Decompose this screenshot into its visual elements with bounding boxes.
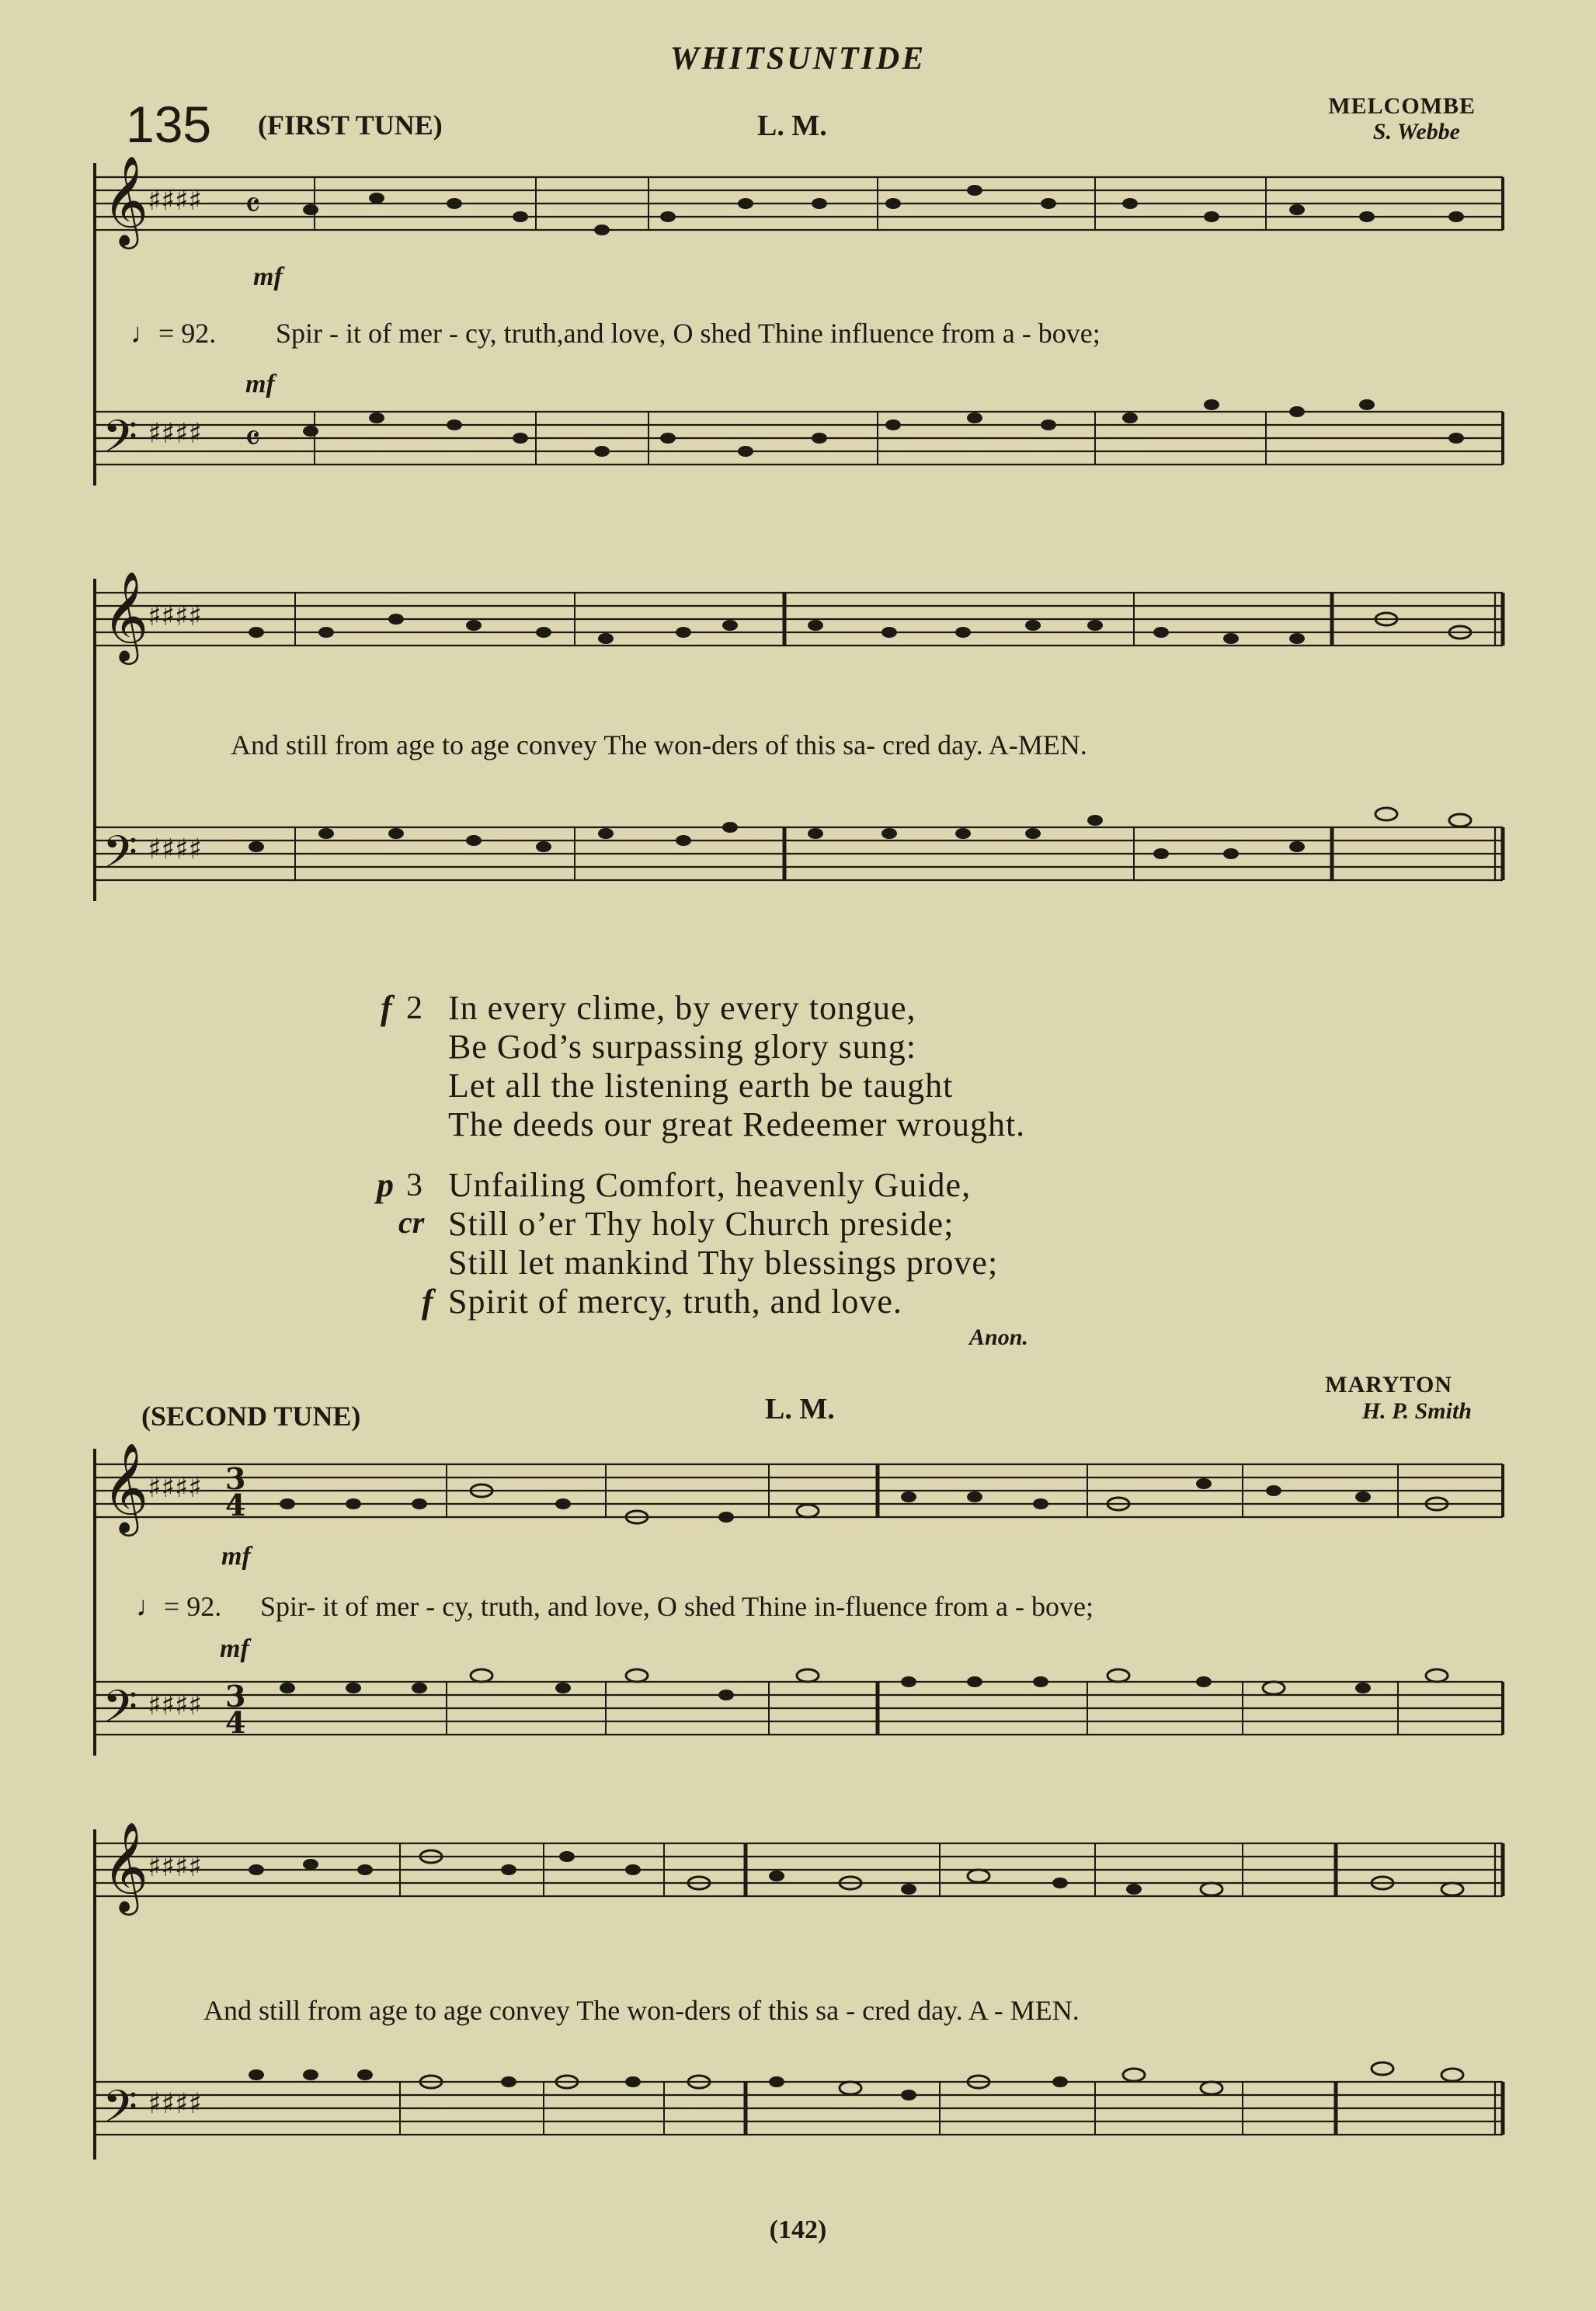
svg-text:𝄞: 𝄞 [103, 155, 149, 245]
verse-3-number: 3 [406, 1168, 422, 1203]
verse-2-number: 2 [406, 990, 422, 1026]
second-tune-lyric-line-1: Spir- it of mer - cy, truth, and love, O shed Thine in-fluence from a - bove; [260, 1591, 1094, 1622]
first-tune-name: MELCOMBE [1328, 93, 1476, 119]
svg-text:𝄞: 𝄞 [103, 1442, 149, 1533]
svg-text:𝄞: 𝄞 [103, 571, 149, 661]
svg-text:𝄢: 𝄢 [103, 1680, 138, 1744]
verse-line: The deeds our great Redeemer wrought. [448, 1105, 1026, 1143]
page-number: (142) [769, 2215, 827, 2244]
second-tune-composer: H. P. Smith [1361, 1398, 1472, 1424]
svg-text:♯♯♯♯: ♯♯♯♯ [148, 185, 202, 217]
verse-line: In every clime, by every tongue, [448, 989, 916, 1027]
quarter-note-icon: ♩ [136, 1591, 164, 1622]
verse-2-dynamic: f [381, 989, 392, 1027]
verse-line-dynamic: cr [398, 1205, 425, 1240]
verse-line-dynamic: f [422, 1283, 433, 1321]
first-tune-lyric-line-2: And still from age to age convey The won-ders of this sa- cred day. A-MEN. [231, 729, 1087, 760]
svg-text:♯♯♯♯: ♯♯♯♯ [148, 600, 202, 632]
second-tune-tempo: ♩= 92. [136, 1591, 222, 1622]
first-tune-meter: L. M. [757, 110, 827, 142]
svg-text:♯♯♯♯: ♯♯♯♯ [148, 418, 202, 450]
second-tune-dynamic-bass: mf [220, 1634, 249, 1663]
second-tune-name: MARYTON [1325, 1372, 1452, 1397]
verse-line: Still let mankind Thy blessings prove; [448, 1244, 999, 1282]
svg-text:𝄞: 𝄞 [103, 1822, 149, 1912]
first-tune-dynamic-bass: mf [245, 370, 275, 399]
svg-text:4: 4 [225, 1705, 246, 1740]
verse-line: Let all the listening earth be taught [448, 1067, 954, 1105]
first-tune-lyric-line-1: Spir - it of mer - cy, truth,and love, O shed Thine influence from a - bove; [276, 318, 1101, 349]
svg-text:𝄢: 𝄢 [103, 826, 138, 889]
verse-line: Unfailing Comfort, heavenly Guide, [448, 1166, 972, 1204]
second-tune-lyric-line-2: And still from age to age convey The won-ders of this sa - cred day. A - MEN. [203, 1995, 1080, 2026]
svg-text:3: 3 [225, 1679, 246, 1714]
first-tune-composer: S. Webbe [1372, 119, 1460, 144]
hymn-number: 135 [126, 96, 212, 153]
svg-text:♯♯♯♯: ♯♯♯♯ [148, 1472, 202, 1504]
svg-text:𝄢: 𝄢 [103, 410, 138, 474]
second-tune-meter: L. M. [765, 1393, 835, 1425]
hymn-author: Anon. [969, 1324, 1028, 1350]
svg-text:𝄢: 𝄢 [103, 2080, 138, 2144]
verse-line: Be God’s surpassing glory sung: [448, 1028, 916, 1066]
svg-text:♯♯♯♯: ♯♯♯♯ [148, 2088, 202, 2120]
second-tune-label: (SECOND TUNE) [141, 1401, 361, 1432]
first-tune-tempo: ♩= 92. [130, 318, 217, 349]
svg-text:♯♯♯♯: ♯♯♯♯ [148, 834, 202, 865]
verse-3-dynamic: p [377, 1166, 394, 1204]
second-tune-dynamic-treble: mf [221, 1542, 251, 1571]
svg-text:♯♯♯♯: ♯♯♯♯ [148, 1690, 202, 1721]
svg-text:𝄴: 𝄴 [245, 417, 261, 459]
quarter-note-icon: ♩ [130, 318, 158, 349]
svg-text:4: 4 [225, 1488, 246, 1523]
svg-text:𝄴: 𝄴 [245, 184, 261, 226]
second-tune-system-2 [0, 1822, 1596, 2163]
svg-text:♯♯♯♯: ♯♯♯♯ [148, 1851, 202, 1883]
first-tune-label: (FIRST TUNE) [258, 110, 443, 141]
first-tune-dynamic-treble: mf [253, 263, 283, 291]
svg-text:3: 3 [225, 1461, 246, 1496]
verse-line: Spirit of mercy, truth, and love. [448, 1283, 902, 1321]
section-header: WHITSUNTIDE [669, 41, 927, 77]
verse-line: Still o’er Thy holy Church preside; [448, 1205, 954, 1243]
